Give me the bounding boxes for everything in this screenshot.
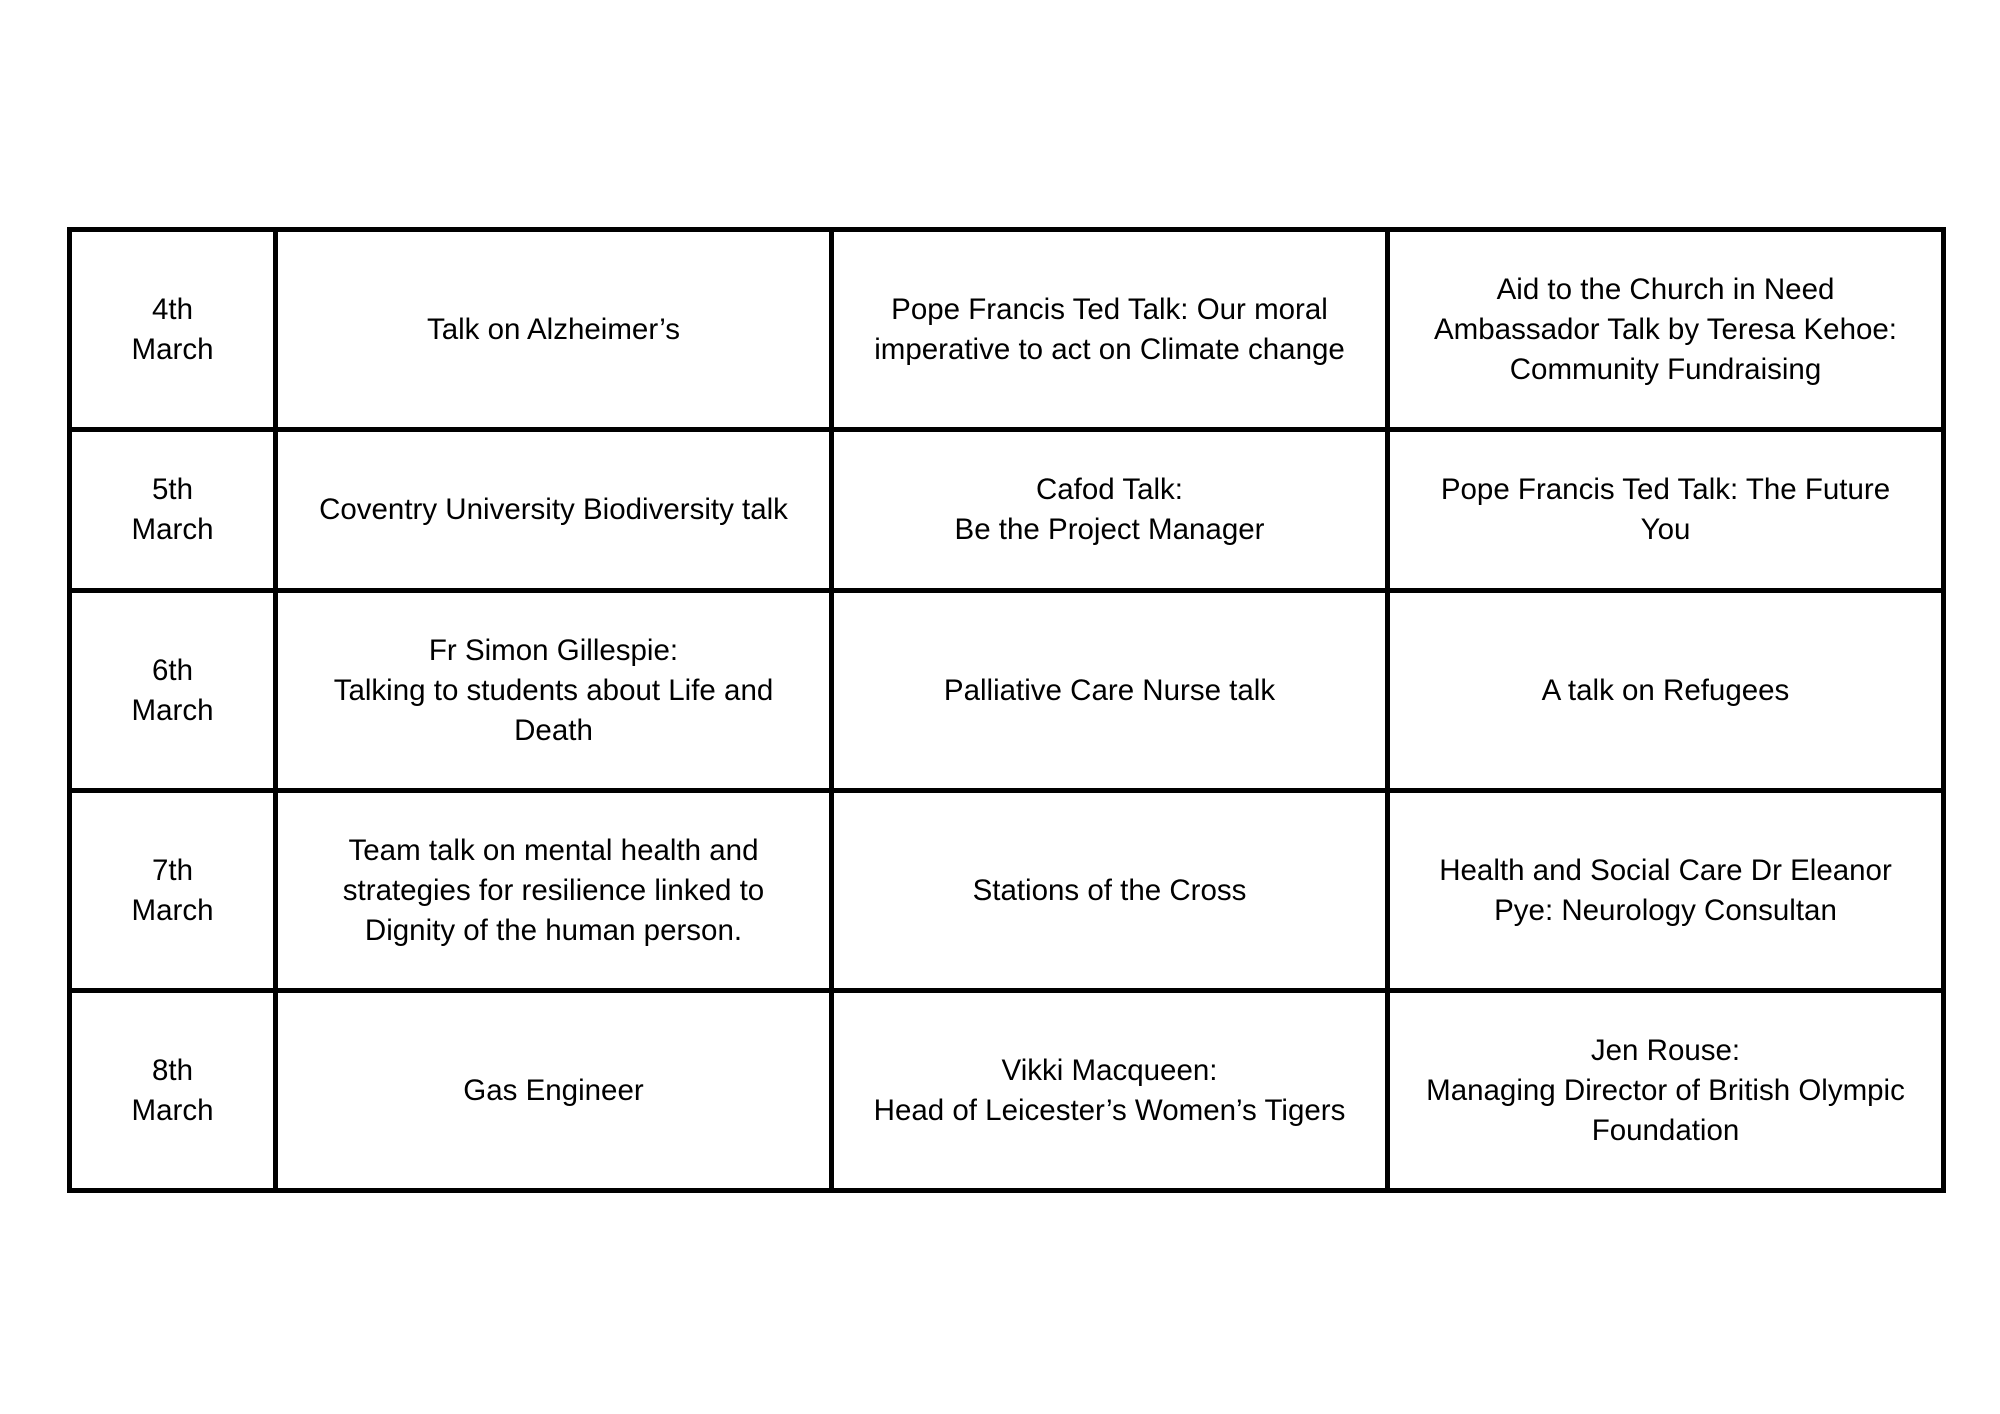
talk-cell: Palliative Care Nurse talk bbox=[832, 591, 1388, 791]
date-cell: 7th March bbox=[70, 791, 276, 991]
talk-cell: A talk on Refugees bbox=[1388, 591, 1944, 791]
table-row bbox=[70, 430, 1944, 591]
table-row bbox=[70, 230, 1944, 430]
talk-cell: Vikki Macqueen: Head of Leicester’s Women’s Tigers bbox=[832, 991, 1388, 1191]
talk-cell: Jen Rouse: Managing Director of British Olympic Foundation bbox=[1388, 991, 1944, 1191]
date-cell: 5th March bbox=[70, 430, 276, 591]
talk-cell: Fr Simon Gillespie: Talking to students about Life and Death bbox=[276, 591, 832, 791]
talk-cell: Pope Francis Ted Talk: The Future You bbox=[1388, 430, 1944, 591]
talk-cell: Aid to the Church in Need Ambassador Talk by Teresa Kehoe: Community Fundraising bbox=[1388, 230, 1944, 430]
talk-cell: Pope Francis Ted Talk: Our moral imperative to act on Climate change bbox=[832, 230, 1388, 430]
talk-cell: Cafod Talk: Be the Project Manager bbox=[832, 430, 1388, 591]
schedule-table bbox=[67, 227, 1946, 1193]
date-cell: 6th March bbox=[70, 591, 276, 791]
talk-cell: Team talk on mental health and strategies for resilience linked to Dignity of the human person. bbox=[276, 791, 832, 991]
talk-cell: Gas Engineer bbox=[276, 991, 832, 1191]
date-cell: 8th March bbox=[70, 991, 276, 1191]
talk-cell: Talk on Alzheimer’s bbox=[276, 230, 832, 430]
table-row bbox=[70, 591, 1944, 791]
talk-cell: Health and Social Care Dr Eleanor Pye: Neurology Consultan bbox=[1388, 791, 1944, 991]
table-row bbox=[70, 991, 1944, 1191]
date-cell: 4th March bbox=[70, 230, 276, 430]
talk-cell: Stations of the Cross bbox=[832, 791, 1388, 991]
table-row bbox=[70, 791, 1944, 991]
talk-cell: Coventry University Biodiversity talk bbox=[276, 430, 832, 591]
